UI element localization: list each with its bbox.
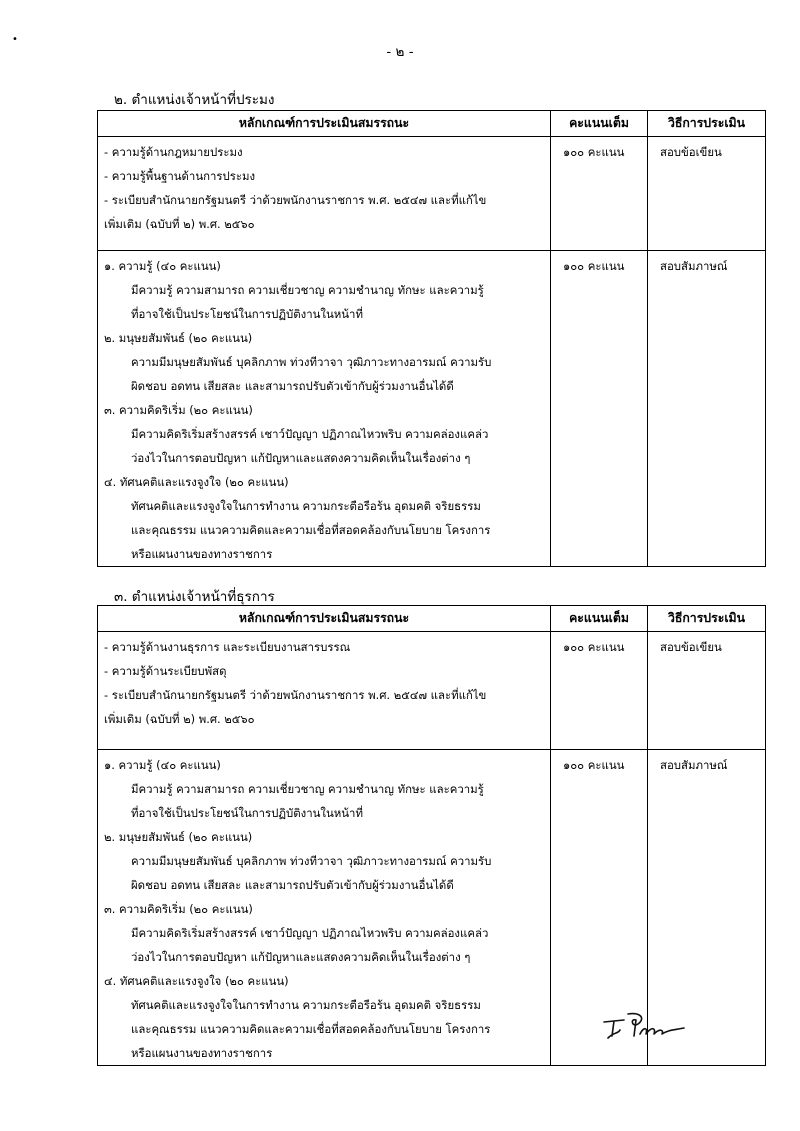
criteria-item: เพิ่มเติม (ฉบับที่ ๒) พ.ศ. ๒๕๖๐ [104, 217, 255, 231]
criteria-header: หลักเกณฑ์การประเมินสมรรถนะ [98, 111, 551, 137]
criteria-item: - ระเบียบสำนักนายกรัฐมนตรี ว่าด้วยพนักงานราชการ พ.ศ. ๒๕๔๗ และที่แก้ไข [104, 688, 487, 702]
criterion-detail: ผิดชอบ อดทน เสียสละ และสามารถปรับตัวเข้ากับผู้ร่วมงานอื่นได้ดี [131, 878, 454, 892]
criterion-detail: หรือแผนงานของทางราชการ [131, 547, 273, 561]
criterion-heading: ๑. ความรู้ (๔๐ คะแนน) [104, 758, 221, 772]
criterion-detail: ผิดชอบ อดทน เสียสละ และสามารถปรับตัวเข้ากับผู้ร่วมงานอื่นได้ดี [131, 379, 454, 393]
criteria-item: - ความรู้ด้านระเบียบพัสดุ [104, 664, 227, 678]
criterion-heading: ๓. ความคิดริเริ่ม (๒๐ คะแนน) [104, 902, 253, 916]
full-score: ๑๐๐ คะแนน [563, 145, 625, 159]
criterion-detail: หรือแผนงานของทางราชการ [131, 1046, 273, 1060]
written-exam-row [98, 137, 766, 251]
method-header: วิธีการประเมิน [648, 111, 766, 137]
criteria-item: - ความรู้ด้านกฎหมายประมง [104, 145, 243, 159]
criterion-detail: ที่อาจใช้เป็นประโยชน์ในการปฏิบัติงานในหน้าที่ [131, 307, 363, 321]
criteria-table [97, 605, 766, 1066]
assessment-method: สอบข้อเขียน [660, 640, 722, 654]
handwritten-signature [600, 1008, 690, 1042]
score-header: คะแนนเต็ม [551, 111, 648, 137]
criterion-heading: ๑. ความรู้ (๔๐ คะแนน) [104, 259, 221, 273]
assessment-method: สอบสัมภาษณ์ [660, 758, 728, 772]
assessment-method: สอบสัมภาษณ์ [660, 259, 728, 273]
score-header: คะแนนเต็ม [551, 606, 648, 632]
full-score: ๑๐๐ คะแนน [563, 259, 625, 273]
criterion-heading: ๔. ทัศนคติและแรงจูงใจ (๒๐ คะแนน) [104, 475, 289, 489]
assessment-method: สอบข้อเขียน [660, 145, 722, 159]
criterion-heading: ๒. มนุษยสัมพันธ์ (๒๐ คะแนน) [104, 331, 253, 345]
criterion-heading: ๔. ทัศนคติและแรงจูงใจ (๒๐ คะแนน) [104, 974, 289, 988]
criteria-item: - ความรู้ด้านงานธุรการ และระเบียบงานสารบรรณ [104, 640, 351, 654]
interview-row [98, 251, 766, 567]
full-score: ๑๐๐ คะแนน [563, 758, 625, 772]
criteria-table [97, 110, 766, 567]
criterion-detail: และคุณธรรม แนวความคิดและความเชื่อที่สอดคล้องกับนโยบาย โครงการ [131, 1022, 491, 1036]
criterion-detail: ความมีมนุษยสัมพันธ์ บุคลิกภาพ ท่วงทีวาจา วุฒิภาวะทางอารมณ์ ความรับ [131, 854, 492, 868]
criteria-item: เพิ่มเติม (ฉบับที่ ๒) พ.ศ. ๒๕๖๐ [104, 712, 255, 726]
criteria-header: หลักเกณฑ์การประเมินสมรรถนะ [98, 606, 551, 632]
criterion-detail: ทัศนคติและแรงจูงใจในการทำงาน ความกระตือรือร้น อุดมคติ จริยธรรม [131, 499, 481, 513]
section-title: ๒. ตำแหน่งเจ้าหน้าที่ประมง [114, 92, 275, 108]
criteria-item: - ความรู้พื้นฐานด้านการประมง [104, 169, 256, 183]
criterion-heading: ๓. ความคิดริเริ่ม (๒๐ คะแนน) [104, 403, 253, 417]
criterion-heading: ๒. มนุษยสัมพันธ์ (๒๐ คะแนน) [104, 830, 253, 844]
criterion-detail: ทัศนคติและแรงจูงใจในการทำงาน ความกระตือรือร้น อุดมคติ จริยธรรม [131, 998, 481, 1012]
page-number: - ๒ - [386, 44, 414, 60]
criterion-detail: ว่องไวในการตอบปัญหา แก้ปัญหาและแสดงความคิดเห็นในเรื่องต่าง ๆ [131, 451, 471, 465]
full-score: ๑๐๐ คะแนน [563, 640, 625, 654]
section-title: ๓. ตำแหน่งเจ้าหน้าที่ธุรการ [114, 589, 275, 605]
criterion-detail: มีความรู้ ความสามารถ ความเชี่ยวชาญ ความชำนาญ ทักษะ และความรู้ [131, 782, 484, 796]
criterion-detail: มีความคิดริเริ่มสร้างสรรค์ เชาว์ปัญญา ปฏิภาณไหวพริบ ความคล่องแคล่ว [131, 427, 489, 441]
method-header: วิธีการประเมิน [648, 606, 766, 632]
criterion-detail: มีความรู้ ความสามารถ ความเชี่ยวชาญ ความชำนาญ ทักษะ และความรู้ [131, 283, 484, 297]
criterion-detail: และคุณธรรม แนวความคิดและความเชื่อที่สอดคล้องกับนโยบาย โครงการ [131, 523, 491, 537]
criterion-detail: ว่องไวในการตอบปัญหา แก้ปัญหาและแสดงความคิดเห็นในเรื่องต่าง ๆ [131, 950, 471, 964]
criterion-detail: มีความคิดริเริ่มสร้างสรรค์ เชาว์ปัญญา ปฏิภาณไหวพริบ ความคล่องแคล่ว [131, 926, 489, 940]
written-exam-row [98, 632, 766, 750]
criteria-item: - ระเบียบสำนักนายกรัฐมนตรี ว่าด้วยพนักงานราชการ พ.ศ. ๒๕๔๗ และที่แก้ไข [104, 193, 487, 207]
criterion-detail: ที่อาจใช้เป็นประโยชน์ในการปฏิบัติงานในหน้าที่ [131, 806, 363, 820]
criterion-detail: ความมีมนุษยสัมพันธ์ บุคลิกภาพ ท่วงทีวาจา วุฒิภาวะทางอารมณ์ ความรับ [131, 355, 492, 369]
scan-mark: • [12, 34, 18, 45]
